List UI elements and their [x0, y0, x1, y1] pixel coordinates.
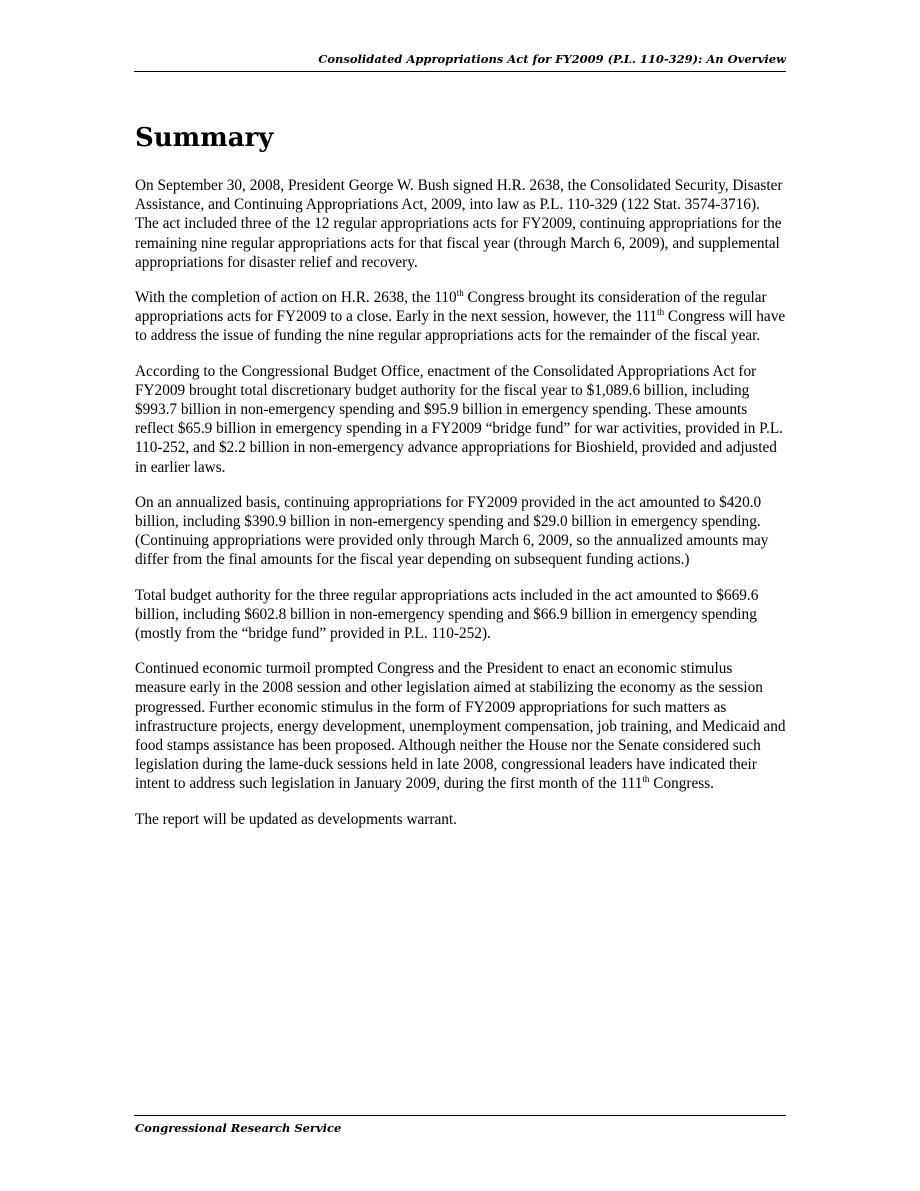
page-title: Summary	[135, 123, 274, 153]
running-header: Consolidated Appropriations Act for FY2009 (P.L. 110-329): An Overview	[318, 52, 786, 66]
paragraph-5: Total budget authority for the three regular appropriations acts included in the act amounted to $669.6 billion, including $602.8 billion in non-emergency spending and $66.9 billion in emergency spending (mostly from the “bridge fund” provided in P.L. 110-252).	[135, 586, 759, 643]
paragraph-6: Continued economic turmoil prompted Congress and the President to enact an economic stimulus measure early in the 2008 session and other legislation aimed at stabilizing the economy as the session progressed. Further economic stimulus in the form of FY2009 appropriations for such matters as infrastructure projects, energy development, unemployment compensation, job training, and Medicaid and food stamps assistance has been proposed. Although neither the House nor the Senate considered such legislation during the lame-duck sessions held in late 2008, congressional leaders have indicated their intent to address such legislation in January 2009, during the first month of the 111th Congress.	[135, 660, 786, 793]
paragraph-4: On an annualized basis, continuing appropriations for FY2009 provided in the act amounted to $420.0 billion, including $390.9 billion in non-emergency spending and $29.0 billion in emergency spending. (Continuing appropriations were provided only through March 6, 2009, so the annualized amounts may differ from the final amounts for the fiscal year depending on subsequent funding actions.)	[135, 493, 769, 569]
footer-publisher: Congressional Research Service	[135, 1121, 342, 1135]
paragraph-1: On September 30, 2008, President George W. Bush signed H.R. 2638, the Consolidated Security, Disaster Assistance, and Continuing Appropriations Act, 2009, into law as P.L. 110-329 (122 Stat. 3574-3716). The act included three of the 12 regular appropriations acts for FY2009, continuing appropriations for the remaining nine regular appropriations acts for that fiscal year (through March 6, 2009), and supplemental appropriations for disaster relief and recovery.	[135, 177, 783, 271]
summary-body	[135, 176, 787, 845]
footer-divider	[134, 1115, 786, 1116]
paragraph-7: The report will be updated as developments warrant.	[135, 810, 457, 828]
header-divider	[134, 71, 786, 72]
paragraph-3: According to the Congressional Budget Office, enactment of the Consolidated Appropriations Act for FY2009 brought total discretionary budget authority for the fiscal year to $1,089.6 billion, including $993.7 billion in non-emergency spending and $95.9 billion in emergency spending. These amounts reflect $65.9 billion in emergency spending in a FY2009 “bridge fund” for war activities, provided in P.L. 110-252, and $2.2 billion in non-emergency advance appropriations for Bioshield, provided and adjusted in earlier laws.	[135, 362, 783, 476]
paragraph-2: With the completion of action on H.R. 2638, the 110th Congress brought its consideration of the regular appropriations acts for FY2009 to a close. Early in the next session, however, the 111th Congress will have to address the issue of funding the nine regular appropriations acts for the remainder of the fiscal year.	[135, 288, 786, 345]
